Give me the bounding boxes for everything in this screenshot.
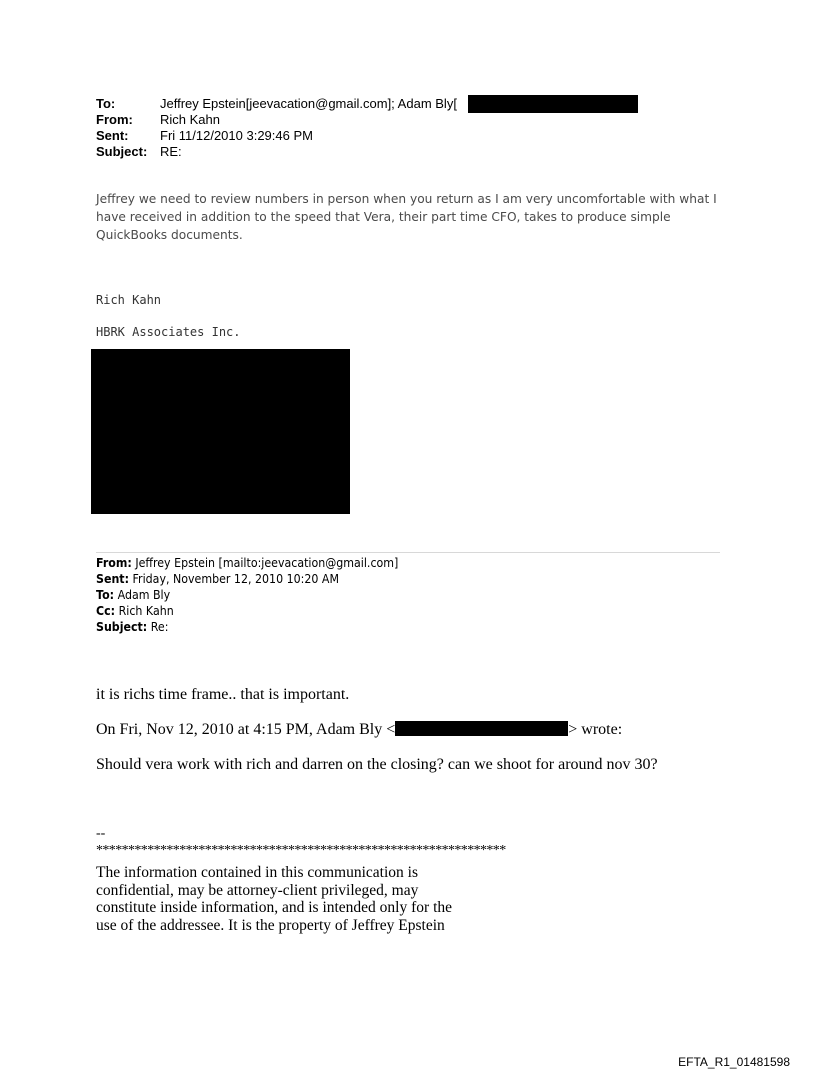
quoted-from-row: [96, 555, 398, 571]
subject-label: Subject:: [96, 144, 148, 159]
quoted-from-value: Jeffrey Epstein [mailto:jeevacation@gmail.com]: [135, 556, 399, 570]
quoted-from-label: From:: [96, 556, 132, 570]
signature-dashes: --: [96, 826, 106, 841]
from-label: From:: [96, 112, 133, 127]
divider: [96, 552, 720, 553]
quoted-sent-row: [96, 571, 339, 587]
quoted-sent-label: Sent:: [96, 572, 129, 586]
wrote-line: [96, 721, 622, 739]
quoted-line: it is richs time frame.. that is important.: [96, 686, 350, 703]
redaction-block-signature: [91, 349, 350, 514]
reply-body: Jeffrey we need to review numbers in person when you return as I am very uncomfortable with what I have received in addition to the speed that Vera, their part time CFO, takes to produce simple QuickBooks documents.: [96, 192, 717, 242]
quoted-subject-value: Re:: [150, 620, 169, 634]
wrote-prefix: On Fri, Nov 12, 2010 at 4:15 PM, Adam Bly <: [96, 721, 396, 738]
to-label: To:: [96, 96, 116, 111]
quoted-sent-value: Friday, November 12, 2010 10:20 AM: [132, 572, 340, 586]
quoted-to-label: To:: [96, 588, 115, 602]
from-value: Rich Kahn: [160, 112, 220, 127]
quoted-to-row: [96, 587, 170, 603]
question-line: Should vera work with rich and darren on the closing? can we shoot for around nov 30?: [96, 756, 658, 773]
redaction-block-email: [395, 721, 568, 736]
to-value: Jeffrey Epstein[jeevacation@gmail.com]; Adam Bly[: [160, 96, 457, 111]
disclaimer: The information contained in this communication is confidential, may be attorney-client privileged, may constitute inside information, and is intended only for the use of the addressee. It is the property of Jeffrey Epstein: [96, 864, 453, 934]
quoted-to-value: Adam Bly: [117, 588, 171, 602]
signature-company: HBRK Associates Inc.: [96, 325, 241, 339]
quoted-cc-label: Cc:: [96, 604, 116, 618]
quoted-cc-row: [96, 603, 174, 619]
signature-name: Rich Kahn: [96, 293, 162, 307]
redaction-block: [468, 95, 638, 113]
quoted-cc-value: Rich Kahn: [118, 604, 174, 618]
sent-label: Sent:: [96, 128, 129, 143]
subject-value: RE:: [160, 144, 182, 159]
wrote-suffix: > wrote:: [568, 721, 623, 738]
sent-value: Fri 11/12/2010 3:29:46 PM: [160, 128, 313, 143]
quoted-subject-label: Subject:: [96, 620, 148, 634]
star-line: ****************************************************************: [96, 843, 506, 858]
document-id: EFTA_R1_01481598: [678, 1055, 790, 1069]
quoted-subject-row: [96, 619, 168, 635]
